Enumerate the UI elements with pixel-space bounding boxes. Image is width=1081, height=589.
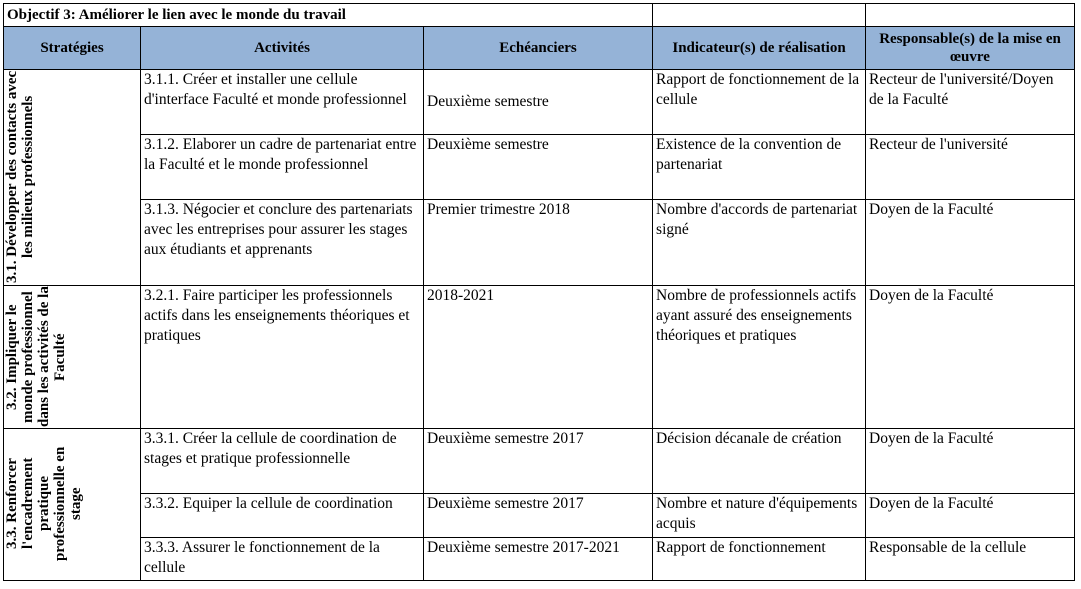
header-activites: Activités [141, 27, 424, 70]
indicator-cell: Nombre et nature d'équipements acquis [653, 494, 866, 538]
header-strategies: Stratégies [4, 27, 141, 70]
indicator-cell: Rapport de fonctionnement de la cellule [653, 70, 866, 135]
responsible-cell: Doyen de la Faculté [866, 286, 1075, 429]
objective-title: Objectif 3: Améliorer le lien avec le monde du travail [4, 4, 653, 27]
indicator-cell: Nombre d'accords de partenariat signé [653, 200, 866, 286]
schedule-cell: Premier trimestre 2018 [424, 200, 653, 286]
table-row [4, 494, 1075, 538]
table-row [4, 286, 1075, 429]
strategy-label: 3.3. Renforcer l'encadrement pratique professionnelle en stage [4, 446, 84, 561]
indicator-cell: Rapport de fonctionnement [653, 538, 866, 581]
title-row [4, 4, 1075, 27]
strategy-cell-3-2 [4, 286, 141, 429]
table-row [4, 429, 1075, 494]
header-row [4, 27, 1075, 70]
strategy-label: 3.2. Impliquer le monde professionnel dans les activités de la Faculté [4, 286, 68, 428]
responsible-cell: Responsable de la cellule [866, 538, 1075, 581]
responsible-cell: Recteur de l'université/Doyen de la Faculté [866, 70, 1075, 135]
responsible-cell: Recteur de l'université [866, 135, 1075, 200]
strategy-label: 3.1. Développer des contacts avec les milieux professionnels [4, 70, 36, 283]
strategy-cell-3-1 [4, 70, 141, 286]
header-responsables: Responsable(s) de la mise en œuvre [866, 27, 1075, 70]
activity-cell: 3.3.2. Equiper la cellule de coordination [141, 494, 424, 538]
schedule-cell: Deuxième semestre 2017-2021 [424, 538, 653, 581]
table-row [4, 538, 1075, 581]
schedule-cell: Deuxième semestre [424, 70, 653, 135]
indicator-cell: Existence de la convention de partenariat [653, 135, 866, 200]
objective-table [3, 3, 1075, 581]
activity-cell: 3.3.3. Assurer le fonctionnement de la cellule [141, 538, 424, 581]
indicator-cell: Décision décanale de création [653, 429, 866, 494]
responsible-cell: Doyen de la Faculté [866, 494, 1075, 538]
schedule-cell: Deuxième semestre 2017 [424, 494, 653, 538]
header-indicateurs: Indicateur(s) de réalisation [653, 27, 866, 70]
activity-cell: 3.2.1. Faire participer les professionnels actifs dans les enseignements théoriques et pratiques [141, 286, 424, 429]
header-echeanciers: Echéanciers [424, 27, 653, 70]
schedule-cell: Deuxième semestre [424, 135, 653, 200]
schedule-cell: Deuxième semestre 2017 [424, 429, 653, 494]
activity-cell: 3.1.1. Créer et installer une cellule d'interface Faculté et monde professionnel [141, 70, 424, 135]
strategy-cell-3-3 [4, 429, 141, 581]
indicator-cell: Nombre de professionnels actifs ayant assuré des enseignements théoriques et pratiques [653, 286, 866, 429]
responsible-cell: Doyen de la Faculté [866, 429, 1075, 494]
activity-cell: 3.1.2. Elaborer un cadre de partenariat entre la Faculté et le monde professionnel [141, 135, 424, 200]
responsible-cell: Doyen de la Faculté [866, 200, 1075, 286]
table-row [4, 135, 1075, 200]
schedule-cell: 2018-2021 [424, 286, 653, 429]
title-blank-cell [653, 4, 866, 27]
title-blank-cell [866, 4, 1075, 27]
activity-cell: 3.3.1. Créer la cellule de coordination de stages et pratique professionnelle [141, 429, 424, 494]
activity-cell: 3.1.3. Négocier et conclure des partenariats avec les entreprises pour assurer les stages aux étudiants et apprenants [141, 200, 424, 286]
table-row [4, 200, 1075, 286]
table-row [4, 70, 1075, 135]
